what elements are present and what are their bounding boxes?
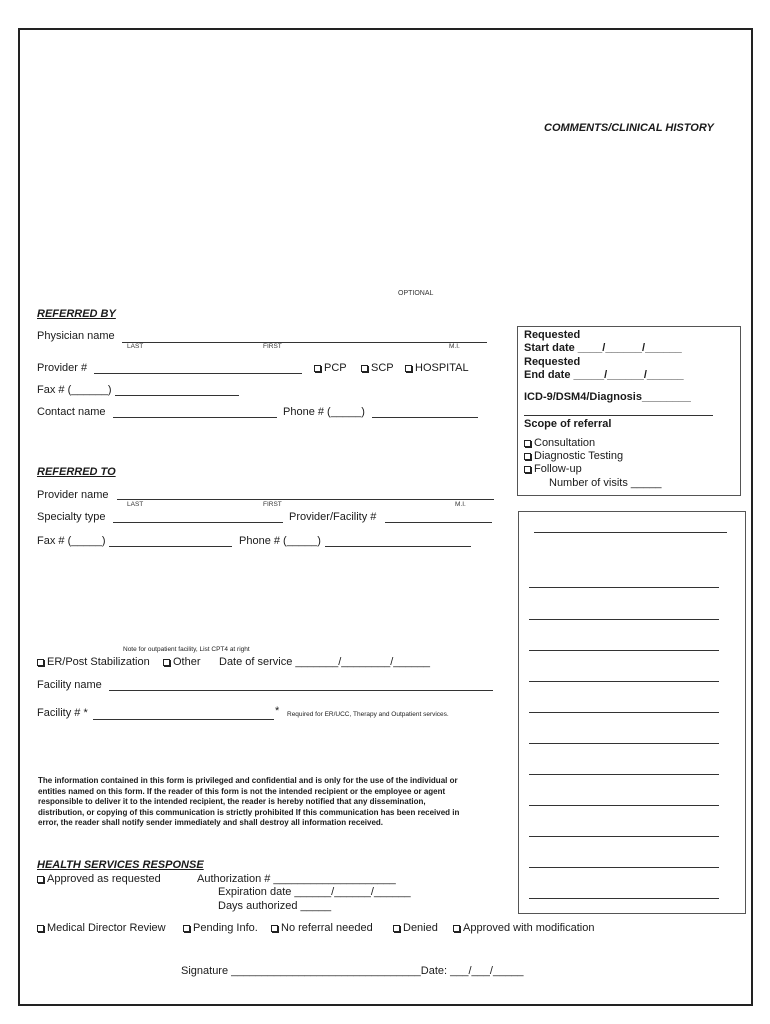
mi-label: M.I. [455,501,466,508]
checkbox-icon [37,876,44,883]
consultation-checkbox[interactable]: Consultation [524,438,595,449]
er-post-stabilization-checkbox[interactable]: ER/Post Stabilization [37,657,150,668]
checkbox-icon [314,365,321,372]
fax-field[interactable] [109,546,232,547]
checkbox-icon [37,925,44,932]
outpatient-note: Note for outpatient facility, List CPT4 at right [123,646,250,653]
cpt4-line[interactable] [529,898,719,899]
facility-number-field[interactable] [93,719,274,720]
first-label: FIRST [263,501,282,508]
disclaimer-line: distribution, or copying of this communication is strictly prohibited If this communication has been received in [38,807,460,817]
date-of-service-field[interactable]: Date of service _______/________/______ [219,656,431,668]
health-services-response-header: HEALTH SERVICES RESPONSE [37,859,204,871]
checkbox-icon [361,365,368,372]
medical-director-review-checkbox[interactable]: Medical Director Review [37,923,166,934]
disclaimer-line: The information contained in this form is privileged and confidential and is only for the use of the individual or [38,776,458,785]
checkbox-icon [37,659,44,666]
hospital-checkbox[interactable]: HOSPITAL [405,363,469,374]
end-date-field[interactable]: End date _____/______/______ [524,369,684,381]
fax-label: Fax # (_____) [37,535,106,547]
requested-label: Requested [524,356,581,368]
cpt4-line[interactable] [534,532,727,533]
required-note: Required for ER/UCC, Therapy and Outpatient services. [287,711,449,718]
disclaimer-line: entities named on this form. If the reader of this form is not the intended recipient or the employee or agent [38,786,446,796]
number-of-visits-field[interactable]: Number of visits _____ [549,477,662,489]
cpt4-line[interactable] [529,712,719,713]
last-label: LAST [127,343,144,350]
approved-as-requested-checkbox[interactable]: Approved as requested [37,874,161,885]
expiration-date-field[interactable]: Expiration date ______/______/______ [218,886,411,898]
facility-name-field[interactable] [109,690,493,691]
cpt4-line[interactable] [529,681,719,682]
referred-by-header: REFERRED BY [37,308,116,320]
start-date-field[interactable]: Start date ____/______/______ [524,342,682,354]
checkbox-icon [405,365,412,372]
comments-header: COMMENTS/CLINICAL HISTORY [544,122,714,134]
physician-name-label: Physician name [37,330,115,342]
fax-field[interactable] [115,395,239,396]
icd-line[interactable] [524,415,713,416]
phone-field[interactable] [372,417,478,418]
specialty-type-label: Specialty type [37,511,106,523]
physician-name-field[interactable] [122,342,487,343]
no-referral-needed-checkbox[interactable]: No referral needed [271,923,373,934]
provider-facility-field[interactable] [385,522,492,523]
required-asterisk: * [275,705,280,717]
pcp-checkbox[interactable]: PCP [314,363,347,374]
disclaimer-line: responsible to deliver it to the intended recipient, the reader is hereby notified that any dissemination, [38,797,426,806]
specialty-type-field[interactable] [113,522,283,523]
cpt4-line[interactable] [529,805,719,806]
phone-label: Phone # (_____) [283,406,365,418]
checkbox-icon [524,440,531,447]
cpt4-line[interactable] [529,650,719,651]
checkbox-icon [453,925,460,932]
phone-label: Phone # (_____) [239,535,321,547]
approved-with-modification-checkbox[interactable]: Approved with modification [453,923,594,934]
checkbox-icon [183,925,190,932]
checkbox-icon [271,925,278,932]
checkbox-icon [393,925,400,932]
cpt4-line[interactable] [529,774,719,775]
phone-field[interactable] [325,546,471,547]
last-label: LAST [127,501,144,508]
signature-date-field[interactable]: Signature _______________________________Date: ___/___/_____ [181,965,524,977]
other-checkbox[interactable]: Other [163,657,201,668]
follow-up-checkbox[interactable]: Follow-up [524,464,582,475]
authorization-field[interactable]: Authorization # ____________________ [197,873,396,885]
contact-name-field[interactable] [113,417,277,418]
provider-name-label: Provider name [37,489,109,501]
first-label: FIRST [263,343,282,350]
cpt4-line[interactable] [529,619,719,620]
denied-checkbox[interactable]: Denied [393,923,438,934]
pending-info-checkbox[interactable]: Pending Info. [183,923,258,934]
cpt4-line[interactable] [529,743,719,744]
disclaimer-line: error, the reader shall notify sender immediately and shall destroy all information received. [38,818,384,827]
checkbox-icon [524,453,531,460]
fax-label: Fax # (______) [37,384,112,396]
days-authorized-field[interactable]: Days authorized _____ [218,900,332,912]
scope-label: Scope of referral [524,418,612,430]
facility-name-label: Facility name [37,679,102,691]
contact-name-label: Contact name [37,406,106,418]
cpt4-line[interactable] [529,867,719,868]
provider-name-field[interactable] [117,499,494,500]
optional-label: OPTIONAL [398,290,434,297]
checkbox-icon [524,466,531,473]
diagnostic-testing-checkbox[interactable]: Diagnostic Testing [524,451,623,462]
provider-facility-label: Provider/Facility # [289,511,377,523]
cpt4-line[interactable] [529,587,719,588]
mi-label: M.I. [449,343,460,350]
confidentiality-disclaimer [38,776,508,829]
provider-field[interactable] [94,373,302,374]
checkbox-icon [163,659,170,666]
scp-checkbox[interactable]: SCP [361,363,394,374]
referred-to-header: REFERRED TO [37,466,116,478]
requested-label: Requested [524,329,581,341]
provider-label: Provider # [37,362,88,374]
cpt4-line[interactable] [529,836,719,837]
icd-field[interactable]: ICD-9/DSM4/Diagnosis________ [524,391,691,403]
facility-number-label: Facility # * [37,707,88,719]
